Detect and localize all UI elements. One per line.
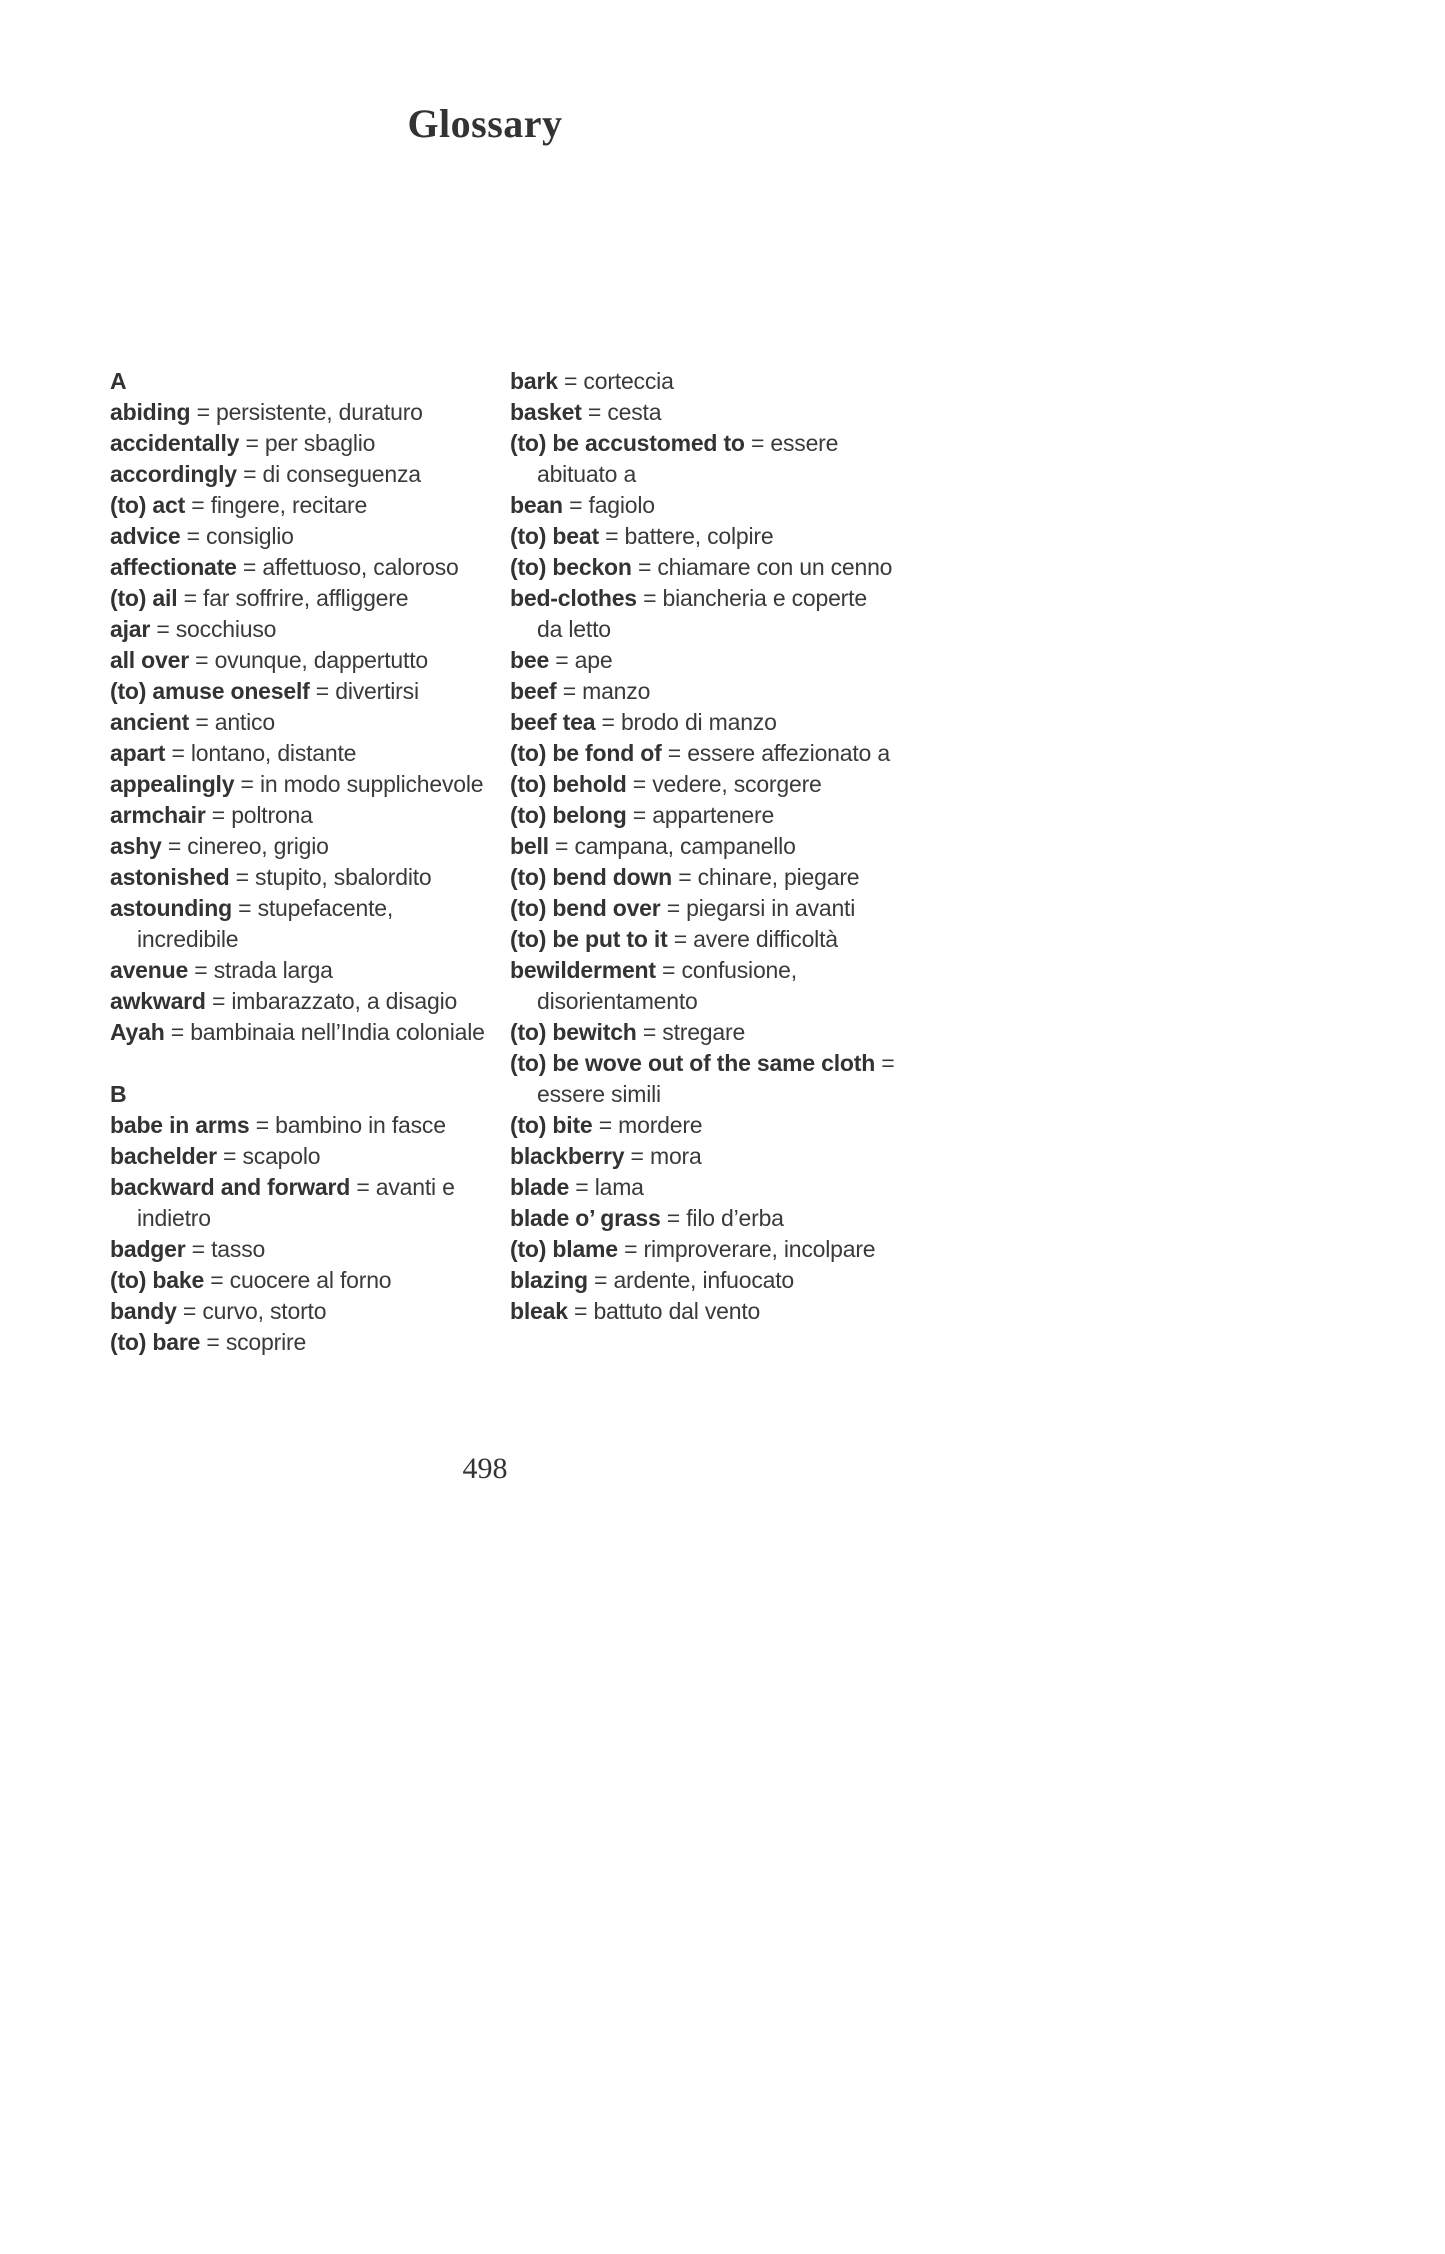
entry-term: blazing <box>510 1267 588 1293</box>
entry-translation: manzo <box>582 678 651 704</box>
entry-translation: bambinaia nell’India coloniale <box>190 1019 485 1045</box>
glossary-entry: appealingly = in modo supplichevole <box>110 771 484 797</box>
entry-term: (to) behold <box>510 771 627 797</box>
page-title: Glossary <box>407 101 563 146</box>
entry-term: beef tea <box>510 709 596 735</box>
entry-term: basket <box>510 399 582 425</box>
entry-translation: fagiolo <box>588 492 655 518</box>
glossary-entry: (to) be put to it = avere difficoltà <box>510 926 838 952</box>
section-header: B <box>110 1081 127 1107</box>
glossary-entry: (to) ail = far soffrire, affliggere <box>110 585 409 611</box>
glossary-entry: blade o’ grass = filo d’erba <box>510 1205 784 1231</box>
glossary-entry: blazing = ardente, infuocato <box>510 1267 794 1293</box>
entry-term: bleak <box>510 1298 568 1324</box>
entry-term: bark <box>510 368 558 394</box>
entry-term: blade <box>510 1174 570 1200</box>
entry-term: (to) bewitch <box>510 1019 637 1045</box>
entry-translation: mora <box>649 1143 702 1169</box>
entry-term: (to) ail <box>110 585 178 611</box>
entry-term: (to) bite <box>510 1112 593 1138</box>
glossary-entry: bachelder = scapolo <box>110 1143 321 1169</box>
entry-translation: ape <box>574 647 613 673</box>
glossary-entry: accidentally = per sbaglio <box>110 430 376 456</box>
entry-term: affectionate <box>110 554 237 580</box>
entry-translation: battuto dal vento <box>593 1298 761 1324</box>
glossary-entry: (to) bite = mordere <box>510 1112 703 1138</box>
entry-term: bed-clothes <box>510 585 637 611</box>
entry-translation: fingere, recitare <box>210 492 368 518</box>
entry-term: armchair <box>110 802 206 828</box>
entry-term: ancient <box>110 709 190 735</box>
glossary-entry: (to) bake = cuocere al forno <box>110 1267 392 1293</box>
glossary-columns <box>110 366 898 1358</box>
entry-term: astonished <box>110 864 230 890</box>
glossary-entry: awkward = imbarazzato, a disagio <box>110 988 458 1014</box>
entry-term: babe in arms <box>110 1112 250 1138</box>
glossary-entry: (to) beckon = chiamare con un cenno <box>510 554 893 580</box>
entry-term: awkward <box>110 988 206 1014</box>
entry-translation: imbarazzato, a disagio <box>231 988 458 1014</box>
entry-term: accidentally <box>110 430 240 456</box>
entry-translation: bambino in fasce <box>275 1112 446 1138</box>
entry-term: ajar <box>110 616 151 642</box>
entry-term: beef <box>510 678 557 704</box>
glossary-entry: Ayah = bambinaia nell’India coloniale <box>110 1019 485 1045</box>
entry-term: avenue <box>110 957 189 983</box>
glossary-entry: bee = ape <box>510 647 613 673</box>
entry-term: (to) be accustomed to <box>510 430 745 456</box>
entry-translation: consiglio <box>206 523 294 549</box>
glossary-entry: (to) bend over = piegarsi in avanti <box>510 895 856 921</box>
entry-translation: divertirsi <box>335 678 419 704</box>
entry-term: (to) blame <box>510 1236 618 1262</box>
entry-term: appealingly <box>110 771 235 797</box>
glossary-entry: (to) blame = rimproverare, incolpare <box>510 1236 876 1262</box>
entry-term: (to) beat <box>510 523 599 549</box>
entry-translation: persistente, duraturo <box>216 399 423 425</box>
glossary-entry: ashy = cinereo, grigio <box>110 833 329 859</box>
entry-translation: lama <box>594 1174 644 1200</box>
entry-translation: rimproverare, incolpare <box>643 1236 876 1262</box>
entry-term: (to) bare <box>110 1329 201 1355</box>
entry-translation: strada larga <box>213 957 333 983</box>
glossary-entry: advice = consiglio <box>110 523 294 549</box>
entry-translation: stregare <box>662 1019 746 1045</box>
glossary-entry: (to) beat = battere, colpire <box>510 523 774 549</box>
glossary-entry: ajar = socchiuso <box>110 616 277 642</box>
glossary-entry: accordingly = di conseguenza <box>110 461 421 487</box>
glossary-entry: (to) amuse oneself = divertirsi <box>110 678 419 704</box>
glossary-entry: (to) act = fingere, recitare <box>110 492 368 518</box>
entry-translation: filo d’erba <box>686 1205 784 1231</box>
entry-translation: avere difficoltà <box>693 926 838 952</box>
glossary-entry: all over = ovunque, dappertutto <box>110 647 428 673</box>
glossary-entry: (to) be fond of = essere affezionato a <box>510 740 890 766</box>
entry-translation: poltrona <box>231 802 313 828</box>
glossary-entry: bean = fagiolo <box>510 492 655 518</box>
entry-term: backward and forward <box>110 1174 351 1200</box>
glossary-entry: (to) behold = vedere, scorgere <box>510 771 822 797</box>
glossary-entry: (to) be accustomed to = essere abituato a <box>510 430 839 487</box>
entry-translation: avanti e indietro <box>137 1174 455 1231</box>
entry-translation: battere, colpire <box>624 523 774 549</box>
glossary-entry: bark = corteccia <box>510 368 674 394</box>
entry-term: blade o’ grass <box>510 1205 661 1231</box>
entry-translation: cesta <box>607 399 662 425</box>
entry-translation: ovunque, dappertutto <box>214 647 428 673</box>
glossary-entry: (to) bare = scoprire <box>110 1329 307 1355</box>
glossary-entry: blackberry = mora <box>510 1143 702 1169</box>
entry-term: (to) bend over <box>510 895 661 921</box>
page-number: 498 <box>462 1452 508 1485</box>
glossary-entry: babe in arms = bambino in fasce <box>110 1112 446 1138</box>
entry-term: accordingly <box>110 461 237 487</box>
entry-translation: tasso <box>211 1236 266 1262</box>
entry-translation: brodo di manzo <box>620 709 777 735</box>
entry-translation: per sbaglio <box>264 430 376 456</box>
entry-term: Ayah <box>110 1019 165 1045</box>
glossary-entry: basket = cesta <box>510 399 662 425</box>
entry-term: (to) be wove out of the same cloth <box>510 1050 876 1076</box>
glossary-entry: ancient = antico <box>110 709 275 735</box>
entry-term: (to) belong <box>510 802 627 828</box>
entry-translation: cuocere al forno <box>229 1267 392 1293</box>
entry-term: blackberry <box>510 1143 625 1169</box>
entry-term: astounding <box>110 895 232 921</box>
entry-translation: curvo, storto <box>202 1298 327 1324</box>
entry-translation: di conseguenza <box>262 461 421 487</box>
glossary-entry: bandy = curvo, storto <box>110 1298 327 1324</box>
glossary-entry: (to) be wove out of the same cloth = essere simili <box>510 1050 895 1107</box>
entry-term: bandy <box>110 1298 177 1324</box>
entry-term: abiding <box>110 399 191 425</box>
entry-translation: essere abituato a <box>537 430 839 487</box>
entry-term: bewilderment <box>510 957 656 983</box>
entry-term: (to) bake <box>110 1267 205 1293</box>
entry-translation: ardente, infuocato <box>613 1267 794 1293</box>
glossary-entry: apart = lontano, distante <box>110 740 357 766</box>
entry-translation: socchiuso <box>175 616 277 642</box>
glossary-entry: armchair = poltrona <box>110 802 313 828</box>
glossary-entry: backward and forward = avanti e indietro <box>110 1174 455 1231</box>
glossary-entry: abiding = persistente, duraturo <box>110 399 423 425</box>
entry-translation: scoprire <box>225 1329 307 1355</box>
entry-translation: chiamare con un cenno <box>657 554 893 580</box>
glossary-entry: (to) bewitch = stregare <box>510 1019 746 1045</box>
entry-translation: vedere, scorgere <box>652 771 822 797</box>
entry-translation: cinereo, grigio <box>187 833 329 859</box>
glossary-column-left <box>110 366 498 1358</box>
glossary-entry: bell = campana, campanello <box>510 833 796 859</box>
glossary-entry: affectionate = affettuoso, caloroso <box>110 554 459 580</box>
section-header: A <box>110 368 127 394</box>
glossary-entry: bewilderment = confusione, disorientamento <box>510 957 797 1014</box>
glossary-entry: astonished = stupito, sbalordito <box>110 864 432 890</box>
entry-translation: corteccia <box>583 368 674 394</box>
glossary-entry: (to) belong = appartenere <box>510 802 775 828</box>
entry-term: all over <box>110 647 189 673</box>
glossary-entry: (to) bend down = chinare, piegare <box>510 864 860 890</box>
glossary-entry: beef tea = brodo di manzo <box>510 709 777 735</box>
entry-term: (to) beckon <box>510 554 632 580</box>
entry-translation: appartenere <box>652 802 775 828</box>
entry-term: bean <box>510 492 563 518</box>
entry-term: (to) act <box>110 492 186 518</box>
glossary-entry: badger = tasso <box>110 1236 266 1262</box>
glossary-entry: bed-clothes = biancheria e coperte da letto <box>510 585 867 642</box>
entry-translation: lontano, distante <box>190 740 357 766</box>
entry-translation: scapolo <box>242 1143 321 1169</box>
entry-term: (to) be fond of <box>510 740 662 766</box>
glossary-entry: blade = lama <box>510 1174 644 1200</box>
entry-term: (to) amuse oneself <box>110 678 310 704</box>
entry-translation: in modo supplichevole <box>259 771 484 797</box>
entry-term: (to) bend down <box>510 864 672 890</box>
glossary-entry: astounding = stupefacente, incredibile <box>110 895 394 952</box>
glossary-entry: bleak = battuto dal vento <box>510 1298 761 1324</box>
entry-term: advice <box>110 523 181 549</box>
entry-translation: antico <box>214 709 275 735</box>
entry-term: bell <box>510 833 549 859</box>
entry-translation: essere simili <box>537 1081 661 1107</box>
entry-term: (to) be put to it <box>510 926 668 952</box>
entry-translation: stupito, sbalordito <box>255 864 432 890</box>
entry-term: apart <box>110 740 166 766</box>
entry-term: bee <box>510 647 550 673</box>
entry-translation: mordere <box>618 1112 703 1138</box>
entry-term: bachelder <box>110 1143 217 1169</box>
glossary-entry: beef = manzo <box>510 678 651 704</box>
entry-translation: chinare, piegare <box>697 864 860 890</box>
entry-translation: piegarsi in avanti <box>686 895 856 921</box>
entry-translation: far soffrire, affliggere <box>203 585 409 611</box>
entry-translation: confusione, disorientamento <box>537 957 797 1014</box>
entry-translation: biancheria e coperte da letto <box>537 585 867 642</box>
glossary-column-right <box>510 366 898 1358</box>
entry-translation: campana, campanello <box>574 833 796 859</box>
entry-term: badger <box>110 1236 186 1262</box>
glossary-entry: avenue = strada larga <box>110 957 333 983</box>
entry-translation: essere affezionato a <box>687 740 890 766</box>
entry-translation: stupefacente, incredibile <box>137 895 394 952</box>
entry-term: ashy <box>110 833 162 859</box>
entry-translation: affettuoso, caloroso <box>262 554 459 580</box>
